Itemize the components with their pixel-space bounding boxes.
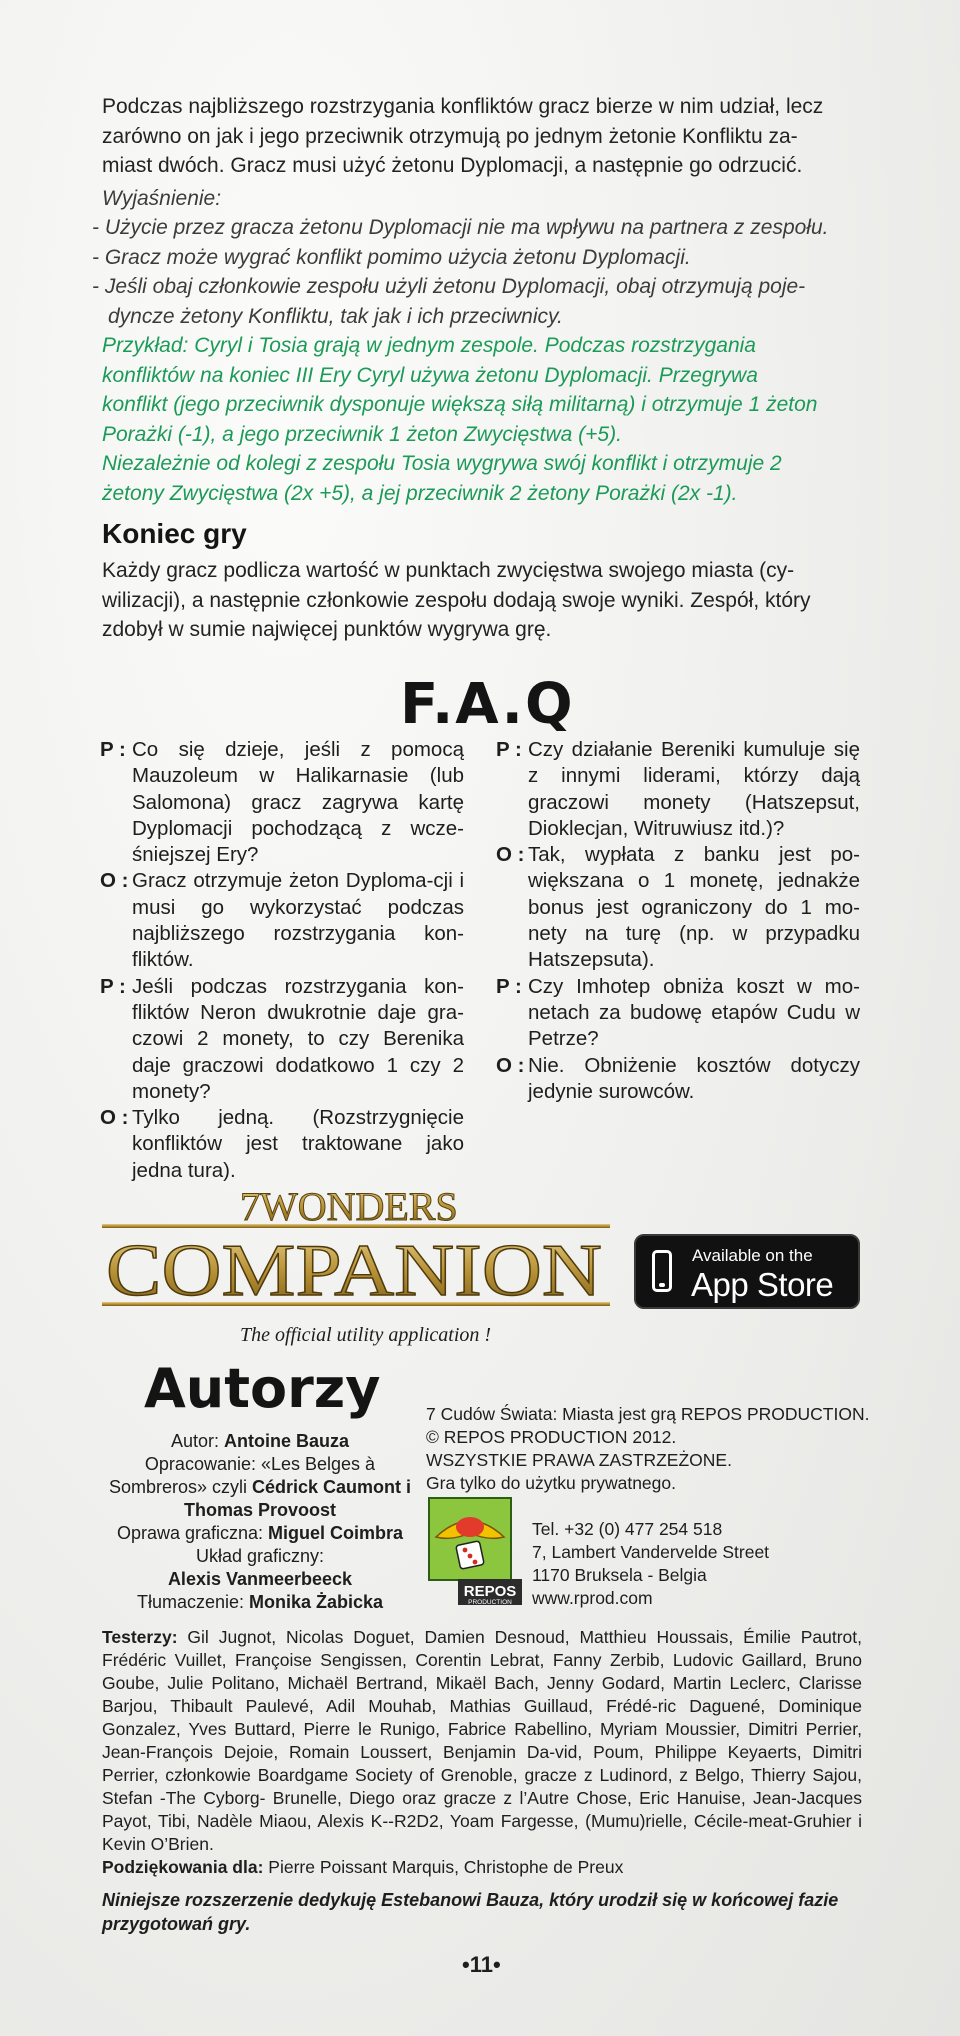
faq-left-column: [100, 737, 464, 1184]
faq-right-column: [496, 737, 860, 1105]
faq-text: Tylko jedną. (Rozstrzygnięcie konfliktów jest traktowane jako jedna tura).: [132, 1106, 464, 1182]
credit-name: Alexis Vanmeerbeeck: [167, 1569, 353, 1589]
faq-label: P :: [496, 738, 522, 761]
repos-sub-label: PRODUCTION: [468, 1599, 512, 1606]
app-store-badge[interactable]: [634, 1234, 860, 1309]
note-item: - Gracz może wygrać konflikt pomimo użycia żetonu Dyplomacji.: [92, 246, 691, 269]
faq-text: Jeśli podczas rozstrzygania kon-fliktów Neron dwukrotnie daje gra-czowi 2 monety, to czy Berenika daje graczowi dodatkowo 1 czy 2 monety?: [132, 974, 464, 1103]
companion-logo: [100, 1175, 612, 1355]
faq-answer: [100, 868, 464, 973]
repos-label: REPOS: [463, 1583, 517, 1600]
ornament-icon: •: [492, 1952, 501, 1977]
contact-website[interactable]: www.rprod.com: [532, 1588, 653, 1608]
end-game-line: Każdy gracz podlicza wartość w punktach zwycięstwa swojego miasta (cy-: [102, 559, 795, 582]
faq-label: O :: [100, 869, 129, 893]
contact-block: [532, 1518, 769, 1610]
testers-list: Gil Jugnot, Nicolas Doguet, Damien Desnoud, Matthieu Houssais, Émilie Pautrot, Frédéric Vuillet, Françoise Sengissen, Corentin Lebrat, Fanny Zerbib, Ludovic Gaillard, Bruno Goube, Julie Politano, Michaël Bertrand, Mikaël Bach, Jenny Godard, Martin Leclerc, Clarisse Barjou, Thibault Paulevé, Adil Mouhab, Mathias Guillaud, Frédé-ric Daguené, Dominique Gonzalez, Yves Buttard, Pierre le Runigo, Fabrice Rabellino, Myriam Moussier, Dimitri Perrier, Jean-François Dejoie, Romain Loussert, Benjamin Da-vid, Poum, Philippe Keyaerts, Dimitri Perrier, członkowie Boardgame Society of Grenoble, gracze z Ludinord, z Belgo, Thierry Sajou, Stefan -The Cyborg- Brunelle, Diego oraz gracze z l’Autre Chose, Eric Hanuise, Jean-Jacques Payot, Tibi, Nadèle Miaou, Alexis K--R2D2, Yoam Fargesse, (Mumu)rielle, Cécile-meat-Gruhier i Kevin O’Brien.: [102, 1627, 862, 1854]
credit-line: [100, 1591, 420, 1614]
example-paragraph: [102, 331, 882, 508]
intro-line: zarówno on jak i jego przeciwnik otrzymują po jednym żetonie Konfliktu za-: [102, 124, 798, 148]
end-game-heading: Koniec gry: [102, 518, 247, 549]
example-line: Przykład: Cyryl i Tosia grają w jednym zespole. Podczas rozstrzygania: [102, 334, 756, 357]
ornament-icon: •: [462, 1952, 470, 1977]
credit-label: Oprawa graficzna:: [116, 1523, 269, 1543]
end-game-paragraph: [102, 556, 882, 645]
credits-block: [100, 1430, 420, 1614]
rights-line: WSZYSTKIE PRAWA ZASTRZEŻONE.: [426, 1450, 732, 1470]
faq-heading: F.A.Q: [400, 672, 575, 737]
faq-label: O :: [496, 843, 525, 867]
faq-answer: [496, 842, 860, 973]
faq-text: Czy Imhotep obniża koszt w mo-netach za budowę etapów Cudu w Petrze?: [528, 974, 860, 1051]
example-line: Niezależnie od kolegi z zespołu Tosia wygrywa swój konflikt i otrzymuje 2: [102, 452, 782, 475]
sombrero-crown: [456, 1517, 484, 1537]
testers-label: Testerzy:: [102, 1627, 178, 1647]
die-pip: [473, 1560, 478, 1565]
die-pip: [468, 1554, 473, 1559]
end-game-line: wilizacji), a następnie członkowie zespołu dodają swoje wyniki. Zespół, który: [102, 588, 811, 612]
credit-line: [100, 1430, 420, 1453]
faq-label: O :: [496, 1053, 525, 1077]
rights-line: Gra tylko do użytku prywatnego.: [426, 1473, 676, 1493]
note-item: dyncze żetony Konfliktu, tak jak i ich przeciwnicy.: [108, 305, 563, 328]
page-number-value: 11: [469, 1952, 493, 1977]
intro-line: Podczas najbliższego rozstrzygania konfliktów gracz bierze w nim udział, lecz: [102, 95, 824, 118]
note-item: - Użycie przez gracza żetonu Dyplomacji nie ma wpływu na partnera z zespołu.: [92, 216, 829, 239]
example-line: konflikt (jego przeciwnik dysponuje większą siłą militarną) i otrzymuje 1 żeton: [102, 393, 818, 416]
contact-city: 1170 Bruksela - Belgia: [532, 1565, 707, 1585]
credit-label: Opracowanie: «Les Belges à Sombreros» czyli: [108, 1454, 376, 1497]
faq-answer: [496, 1053, 860, 1106]
faq-answer: [100, 1105, 464, 1184]
credit-name: Monika Żabicka: [249, 1592, 384, 1612]
rights-block: [426, 1403, 869, 1495]
faq-question: [100, 737, 464, 868]
faq-text: Czy działanie Bereniki kumuluje się z innymi liderami, którzy dają graczowi monety (Hatszepsut, Dioklecjan, Witruwiusz itd.)?: [528, 738, 860, 840]
faq-question: [496, 737, 860, 842]
logo-top-text: 7WONDERS: [240, 1184, 458, 1229]
faq-text: Tak, wypłata z banku jest po-większana o 1 monetę, jednakże bonus jest ograniczony do 1 mo-nety na turę (np. w przypadku Hatszepsuta).: [528, 843, 860, 972]
credit-name: Antoine Bauza: [224, 1431, 350, 1451]
faq-label: P :: [496, 974, 522, 998]
thanks-list: Pierre Poissant Marquis, Christophe de Preux: [263, 1857, 624, 1877]
faq-text: Co się dzieje, jeśli z pomocą Mauzoleum w Halikarnasie (lub Salomona) gracz zagrywa kartę Dyplomacji pochodzącą z wcze-śniejszej Ery?: [132, 738, 464, 867]
faq-question: [100, 974, 464, 1105]
faq-label: O :: [100, 1106, 129, 1130]
credit-label: Układ graficzny:: [195, 1546, 325, 1566]
faq-label: P :: [100, 974, 126, 998]
end-game-line: zdobył w sumie najwięcej punktów wygrywa grę.: [102, 618, 552, 641]
intro-paragraph: [102, 92, 862, 181]
credit-label: Tłumaczenie:: [136, 1592, 249, 1612]
page-number: [462, 1952, 501, 1978]
logo-main-text: COMPANION: [106, 1230, 602, 1312]
credit-label: Autor:: [170, 1431, 224, 1451]
app-store-big-text: App Store: [691, 1266, 834, 1303]
testers-block: [102, 1626, 862, 1879]
faq-question: [496, 974, 860, 1053]
note-title: Wyjaśnienie:: [102, 187, 222, 210]
note-item: - Jeśli obaj członkowie zespołu użyli żetonu Dyplomacji, obaj otrzymują poje-: [92, 275, 806, 298]
contact-address: 7, Lambert Vandervelde Street: [532, 1542, 770, 1562]
credit-line: [100, 1453, 420, 1522]
faq-text: Gracz otrzymuje żeton Dyploma-cji i musi go wykorzystać podczas najbliższego rozstrzygania kon-fliktów.: [132, 869, 464, 972]
example-line: konfliktów na koniec III Ery Cyryl używa żetonu Dyplomacji. Przegrywa: [102, 363, 758, 387]
app-store-small-text: Available on the: [692, 1246, 813, 1265]
faq-text: Nie. Obniżenie kosztów dotyczy jedynie surowców.: [528, 1053, 860, 1103]
logo-tagline: The official utility application !: [240, 1324, 492, 1346]
credit-name: Miguel Coimbra: [268, 1523, 404, 1543]
die-pip: [463, 1548, 468, 1553]
dedication: Niniejsze rozszerzenie dedykuję Estebanowi Bauza, który urodził się w końcowej fazie przygotowań gry.: [102, 1890, 839, 1934]
credit-name: Cédrick Caumont i Thomas Provoost: [183, 1477, 412, 1520]
example-line: żetony Zwycięstwa (2x +5), a jej przeciwnik 2 żetony Porażki (2x -1).: [102, 481, 738, 505]
credit-line: [100, 1522, 420, 1545]
rights-line: © REPOS PRODUCTION 2012.: [426, 1427, 677, 1447]
authors-heading: Autorzy: [144, 1357, 381, 1420]
repos-production-logo: [428, 1497, 524, 1607]
thanks-label: Podziękowania dla:: [102, 1857, 264, 1877]
phone-icon: [652, 1250, 672, 1292]
rights-line: 7 Cudów Świata: Miasta jest grą REPOS PRODUCTION.: [426, 1404, 870, 1424]
intro-line: miast dwóch. Gracz musi użyć żetonu Dyplomacji, a następnie go odrzucić.: [102, 154, 803, 177]
credit-line: [100, 1545, 420, 1591]
example-line: Porażki (-1), a jego przeciwnik 1 żeton Zwycięstwa (+5).: [102, 422, 622, 446]
faq-label: P :: [100, 738, 126, 761]
contact-phone: Tel. +32 (0) 477 254 518: [532, 1519, 723, 1539]
